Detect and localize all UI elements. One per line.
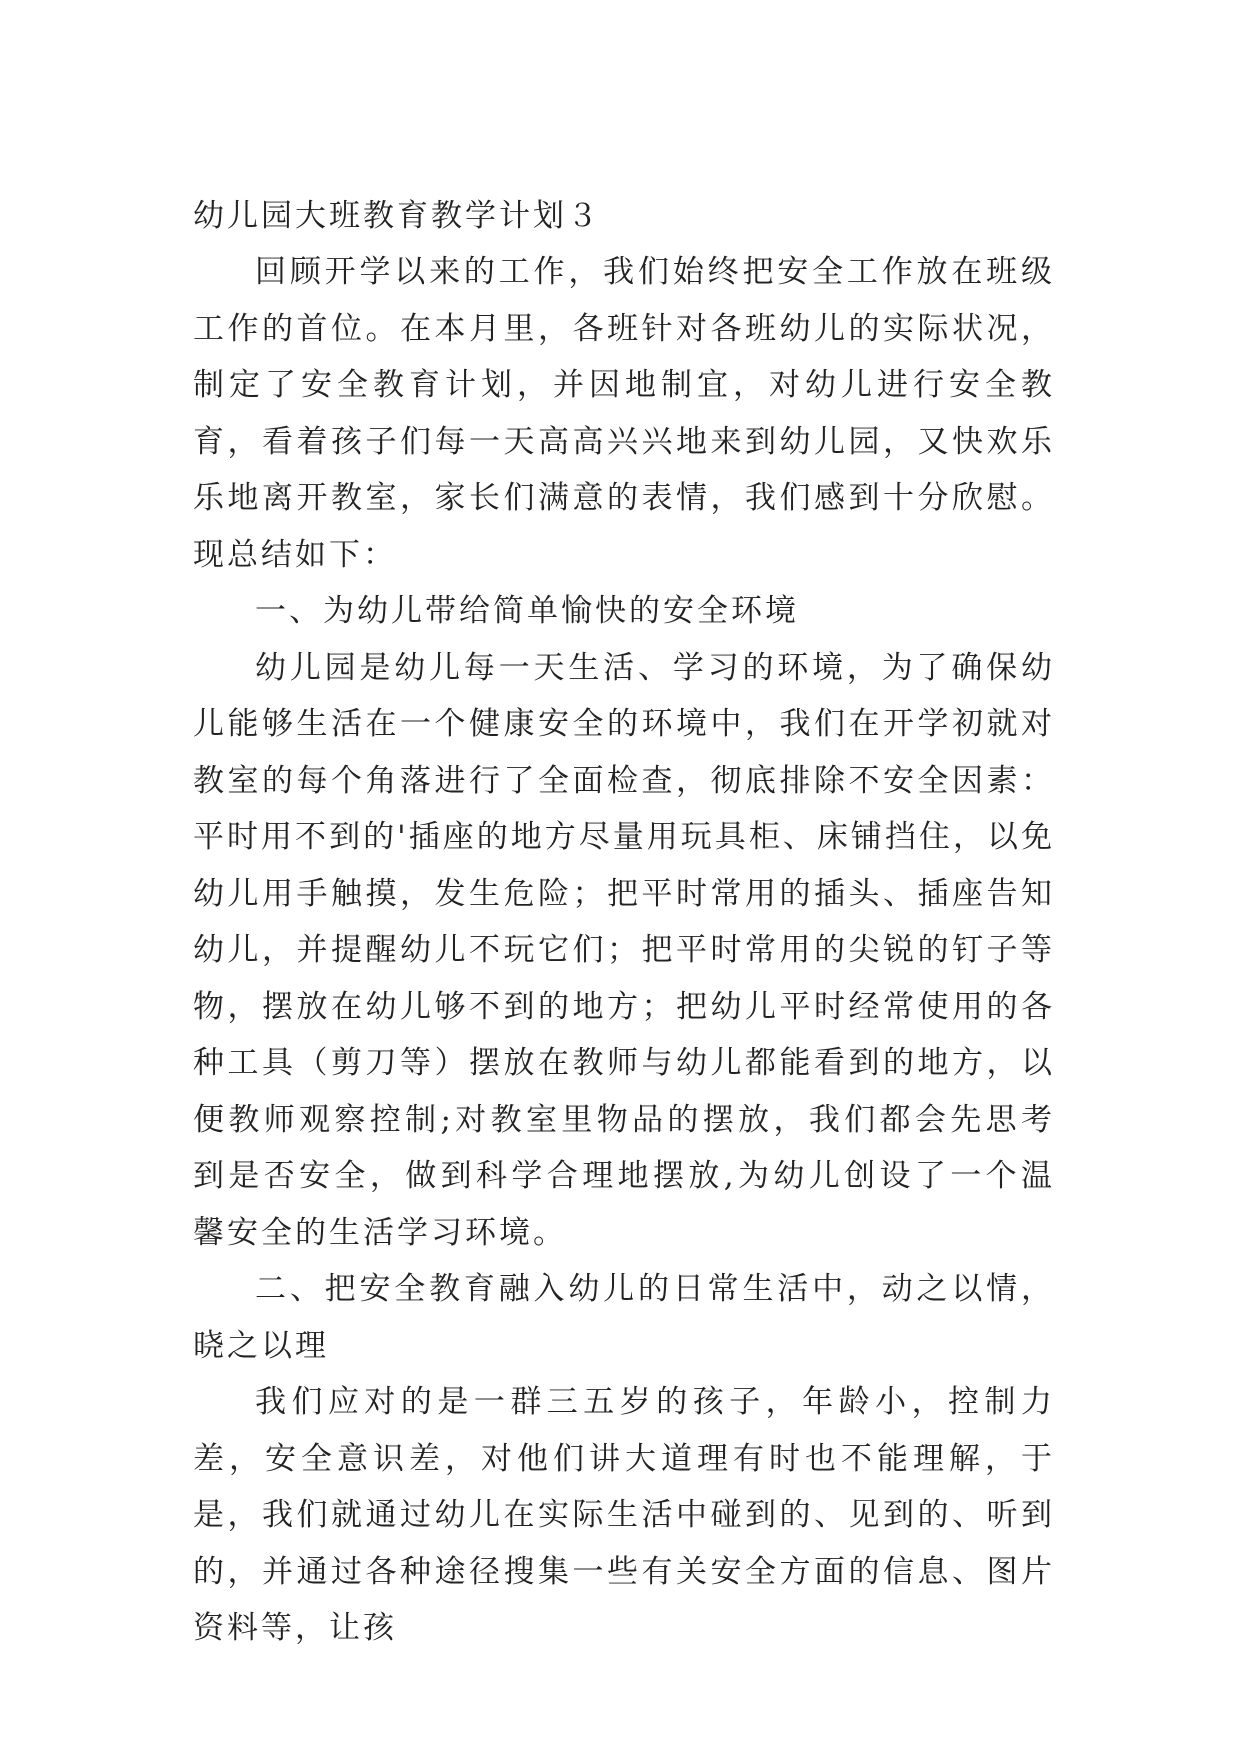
paragraph-review: 回顾开学以来的工作，我们始终把安全工作放在班级工作的首位。在本月里，各班针对各班幼儿的实际状况，制定了安全教育计划，并因地制宜，对幼儿进行安全教育，看着孩子们每一天高高兴兴地来到幼儿园，又快欢乐乐地离开教室，家长们满意的表情，我们感到十分欣慰。现总结如下： (193, 254, 1055, 573)
section-heading-2: 二、把安全教育融入幼儿的日常生活中，动之以情，晓之以理 (193, 1271, 1055, 1364)
paragraph-environment: 幼儿园是幼儿每一天生活、学习的环境，为了确保幼儿能够生活在一个健康安全的环境中，我们在开学初就对教室的每个角落进行了全面检查，彻底排除不安全因素：平时用不到的'插座的地方尽量用玩具柜、床铺挡住，以免幼儿用手触摸，发生危险；把平时常用的插头、插座告知幼儿，并提醒幼儿不玩它们；把平时常用的尖锐的钉子等物，摆放在幼儿够不到的地方；把幼儿平时经常使用的各种工具（剪刀等）摆放在教师与幼儿都能看到的地方，以便教师观察控制;对教室里物品的摆放，我们都会先思考到是否安全，做到科学合理地摆放,为幼儿创设了一个温馨安全的生活学习环境。 (193, 649, 1055, 1251)
document-title: 幼儿园大班教育教学计划３ (193, 198, 601, 234)
section-heading-1: 一、为幼儿带给简单愉快的安全环境 (255, 593, 799, 629)
document-body (193, 188, 1055, 1657)
paragraph-daily-life: 我们应对的是一群三五岁的孩子，年龄小，控制力差，安全意识差，对他们讲大道理有时也不能理解，于是，我们就通过幼儿在实际生活中碰到的、见到的、听到的，并通过各种途径搜集一些有关安全方面的信息、图片资料等，让孩 (193, 1384, 1055, 1646)
